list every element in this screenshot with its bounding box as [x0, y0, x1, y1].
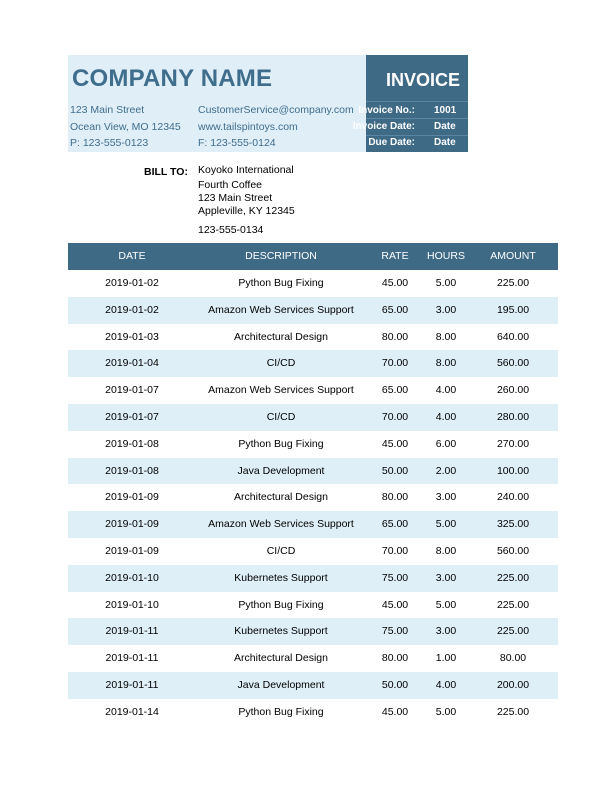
cell-date: 2019-01-03: [105, 330, 159, 343]
cell-description: Amazon Web Services Support: [208, 384, 354, 397]
cell-rate: 80.00: [381, 330, 409, 343]
column-header-rate: RATE: [381, 250, 409, 262]
cell-hours: 8.00: [435, 545, 457, 557]
cell-date: 2019-01-11: [105, 652, 159, 665]
table-row: [68, 699, 558, 726]
divider: [366, 135, 468, 136]
cell-amount: 640.00: [496, 330, 530, 343]
cell-amount: 225.00: [496, 705, 530, 718]
cell-hours: 4.00: [435, 411, 457, 423]
cell-hours: 8.00: [435, 357, 457, 370]
cell-description: Java Development: [237, 679, 325, 691]
invoice-title: INVOICE: [386, 70, 461, 90]
table-row: [68, 377, 558, 404]
cell-date: 2019-01-11: [105, 625, 159, 638]
column-header-description: DESCRIPTION: [245, 250, 317, 262]
cell-date: 2019-01-02: [105, 277, 159, 289]
due-date-label: Due Date:: [368, 137, 415, 148]
cell-rate: 70.00: [381, 411, 409, 423]
cell-rate: 80.00: [381, 491, 409, 504]
invoice-no-value: 1001: [434, 105, 457, 116]
table-row: [68, 645, 558, 672]
cell-hours: 5.00: [435, 705, 457, 718]
cell-description: Amazon Web Services Support: [208, 518, 354, 531]
cell-date: 2019-01-04: [105, 357, 159, 370]
table-row: [68, 672, 558, 699]
cell-description: Python Bug Fixing: [238, 277, 324, 289]
cell-date: 2019-01-09: [105, 491, 159, 504]
company-fax: F: 123-555-0124: [198, 137, 276, 149]
cell-hours: 5.00: [435, 277, 457, 289]
cell-date: 2019-01-09: [105, 518, 159, 531]
company-header: [68, 55, 366, 152]
company-address-line: Ocean View, MO 12345: [70, 121, 181, 133]
invoice-date-label: Invoice Date:: [352, 121, 415, 132]
cell-amount: 560.00: [496, 545, 530, 557]
cell-rate: 65.00: [381, 518, 409, 531]
cell-rate: 65.00: [381, 384, 409, 397]
cell-rate: 50.00: [381, 464, 409, 477]
table-row: [68, 431, 558, 458]
column-header-date: DATE: [118, 250, 146, 262]
cell-description: Architectural Design: [234, 330, 328, 343]
cell-date: 2019-01-08: [105, 437, 159, 450]
table-row: [68, 404, 558, 431]
cell-amount: 325.00: [496, 518, 530, 531]
table-row: [68, 592, 558, 619]
cell-hours: 3.00: [435, 571, 457, 584]
cell-hours: 8.00: [435, 330, 457, 343]
company-phone: P: 123-555-0123: [70, 137, 149, 149]
cell-hours: 5.00: [435, 518, 457, 531]
cell-rate: 70.00: [381, 545, 409, 557]
divider: [366, 101, 468, 102]
cell-amount: 560.00: [496, 357, 530, 370]
cell-amount: 270.00: [496, 437, 530, 450]
cell-hours: 3.00: [435, 625, 457, 638]
cell-amount: 225.00: [496, 598, 530, 611]
cell-date: 2019-01-14: [105, 705, 159, 718]
table-row: [68, 458, 558, 485]
cell-description: Architectural Design: [234, 491, 328, 504]
cell-date: 2019-01-10: [105, 598, 159, 611]
cell-rate: 75.00: [381, 571, 409, 584]
company-name: COMPANY NAME: [72, 65, 273, 92]
cell-hours: 4.00: [435, 679, 457, 691]
cell-amount: 100.00: [496, 464, 530, 477]
cell-rate: 80.00: [381, 652, 409, 665]
table-row: [68, 350, 558, 377]
table-row: [68, 618, 558, 645]
cell-rate: 50.00: [381, 679, 409, 691]
cell-date: 2019-01-02: [105, 303, 159, 316]
cell-amount: 80.00: [499, 652, 527, 665]
company-email: CustomerService@company.com: [198, 104, 354, 116]
table-row: [68, 297, 558, 324]
table-row: [68, 538, 558, 565]
bill-to-label: BILL TO:: [144, 166, 188, 178]
bill-to-phone: 123-555-0134: [198, 224, 264, 236]
cell-description: Kubernetes Support: [234, 625, 328, 638]
table-row: [68, 511, 558, 538]
cell-date: 2019-01-08: [105, 464, 159, 477]
cell-rate: 65.00: [381, 303, 409, 316]
cell-description: CI/CD: [266, 545, 296, 557]
cell-date: 2019-01-09: [105, 545, 159, 557]
cell-date: 2019-01-11: [105, 679, 159, 691]
cell-description: Architectural Design: [234, 652, 328, 665]
cell-amount: 200.00: [496, 679, 530, 691]
cell-rate: 45.00: [381, 705, 409, 718]
cell-date: 2019-01-07: [105, 384, 159, 397]
cell-rate: 75.00: [381, 625, 409, 638]
company-address-line: 123 Main Street: [70, 104, 145, 116]
column-header-hours: HOURS: [427, 250, 465, 262]
cell-amount: 260.00: [496, 384, 530, 397]
cell-hours: 6.00: [435, 437, 457, 450]
cell-amount: 225.00: [496, 571, 530, 584]
cell-amount: 195.00: [496, 303, 530, 316]
invoice-no-label: Invoice No.:: [358, 105, 415, 116]
divider: [366, 118, 468, 119]
cell-hours: 2.00: [435, 464, 457, 477]
cell-rate: 70.00: [381, 357, 409, 370]
cell-hours: 1.00: [435, 652, 457, 665]
cell-description: Java Development: [237, 464, 325, 477]
cell-description: Kubernetes Support: [234, 571, 328, 584]
cell-hours: 3.00: [435, 491, 457, 504]
cell-hours: 3.00: [435, 303, 457, 316]
table-row: [68, 565, 558, 592]
cell-hours: 5.00: [435, 598, 457, 611]
cell-date: 2019-01-10: [105, 571, 159, 584]
bill-to-line: Appleville, KY 12345: [198, 205, 295, 217]
cell-description: CI/CD: [266, 411, 296, 423]
column-header-amount: AMOUNT: [490, 250, 536, 262]
bill-to-line: 123 Main Street: [198, 192, 273, 204]
cell-description: Python Bug Fixing: [238, 437, 324, 450]
cell-hours: 4.00: [435, 384, 457, 397]
cell-amount: 280.00: [496, 411, 530, 423]
bill-to-line: Koyoko International: [198, 164, 294, 176]
table-header: [68, 243, 558, 270]
table-row: [68, 270, 558, 297]
cell-description: CI/CD: [266, 357, 296, 370]
cell-rate: 45.00: [381, 277, 409, 289]
cell-description: Amazon Web Services Support: [208, 303, 354, 316]
cell-amount: 240.00: [496, 491, 530, 504]
cell-rate: 45.00: [381, 598, 409, 611]
cell-amount: 225.00: [496, 625, 530, 638]
invoice-header: [352, 55, 468, 152]
cell-description: Python Bug Fixing: [238, 705, 324, 718]
bill-to-line: Fourth Coffee: [198, 179, 263, 191]
cell-amount: 225.00: [496, 277, 530, 289]
cell-date: 2019-01-07: [105, 411, 159, 423]
table-row: [68, 324, 558, 351]
cell-description: Python Bug Fixing: [238, 598, 324, 611]
due-date-value: Date: [434, 137, 456, 148]
company-website: www.tailspintoys.com: [198, 121, 298, 133]
cell-rate: 45.00: [381, 437, 409, 450]
invoice-date-value: Date: [434, 121, 456, 132]
table-row: [68, 484, 558, 511]
